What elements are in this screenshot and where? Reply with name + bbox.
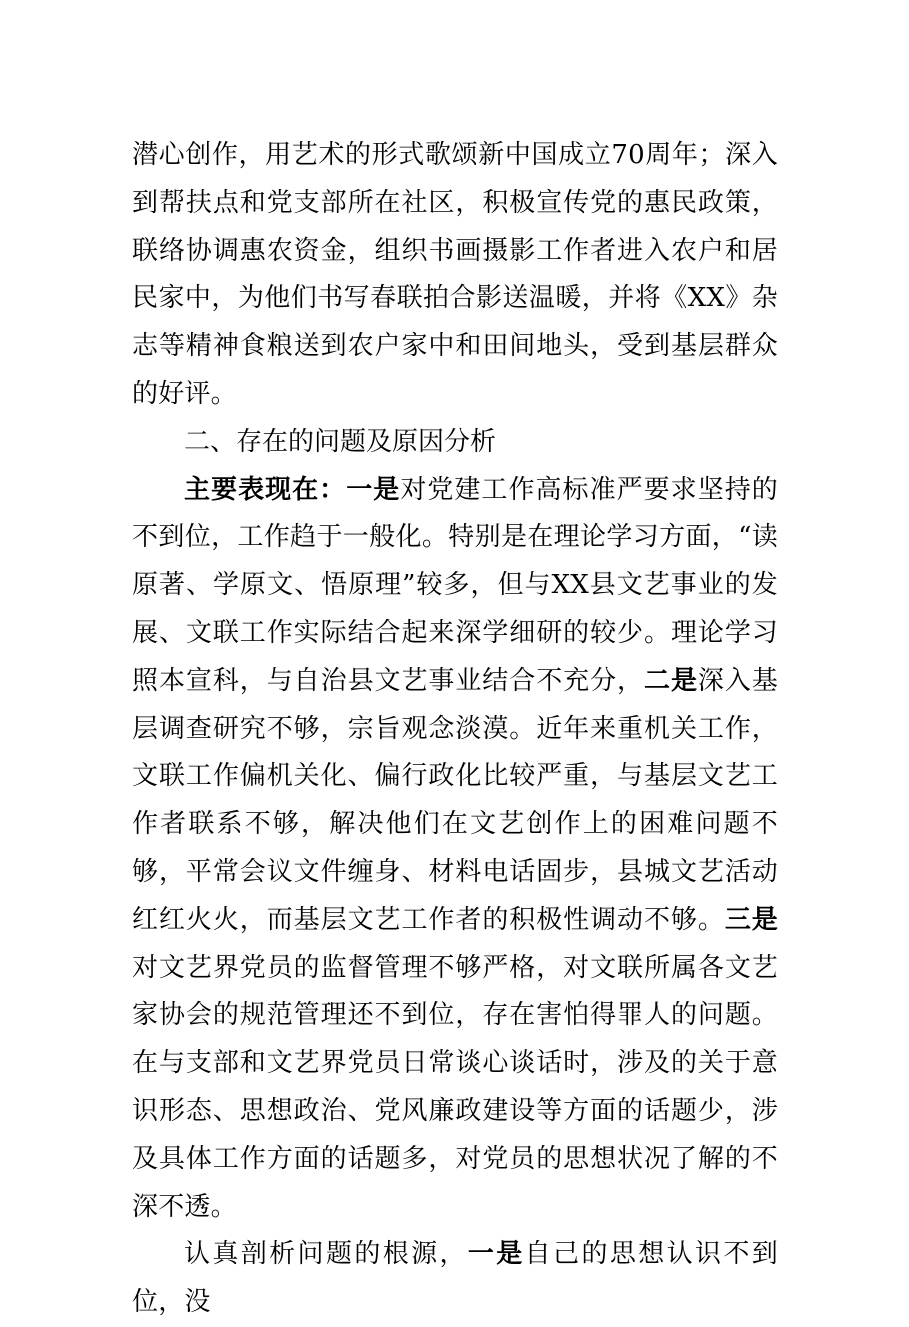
document-page	[132, 132, 778, 1327]
cause-label-1: 一是	[467, 1239, 525, 1270]
point-text-1: 对党建工作高标准严要求坚持的不到位，工作趋于一般化。特别是在理论学习方面，“读原著、学原文、悟原理”较多，但与XX县文艺事业的发展、文联工作实际结合起来深学细研的较少。理论学习照本宣科，与自治县文艺事业结合不充分，	[132, 474, 778, 696]
point-label-2: 二是	[644, 665, 698, 696]
point-text-2: 深入基层调查研究不够，宗旨观念淡漠。近年来重机关工作，文联工作偏机关化、偏行政化比较严重，与基层文艺工作者联系不够，解决他们在文艺创作上的困难问题不够，平常会议文件缠身、材料电话固步，县城文艺活动红红火火，而基层文艺工作者的积极性调动不够。	[132, 665, 778, 935]
cause-text-1: 自己的思想认识不到位，没	[132, 1239, 778, 1318]
point-label-1: 一是	[346, 474, 401, 505]
point-text-3: 对文艺界党员的监督管理不够严格，对文联所属各文艺家协会的规范管理还不到位，存在害怕得罪人的问题。在与支部和文艺界党员日常谈心谈话时，涉及的关于意识形态、思想政治、党风廉政建设等方面的话题少，涉及具体工作方面的话题多，对党员的思想状况了解的不深不透。	[132, 952, 778, 1222]
section-heading-problems: 二、存在的问题及原因分析	[184, 426, 497, 457]
paragraph-root-causes	[132, 1231, 778, 1327]
paragraph-main-problems	[132, 467, 778, 1232]
lead-label: 主要表现在：	[184, 474, 347, 505]
paragraph-achievements: 潜心创作，用艺术的形式歌颂新中国成立70周年；深入到帮扶点和党支部所在社区，积极宣传党的惠民政策，联络协调惠农资金，组织书画摄影工作者进入农户和居民家中，为他们书写春联拍合影送温暖，并将《XX》杂志等精神食粮送到农户家中和田间地头，受到基层群众的好评。	[132, 140, 778, 409]
cause-intro-text: 认真剖析问题的根源，	[184, 1239, 468, 1270]
point-label-3: 三是	[724, 904, 778, 935]
